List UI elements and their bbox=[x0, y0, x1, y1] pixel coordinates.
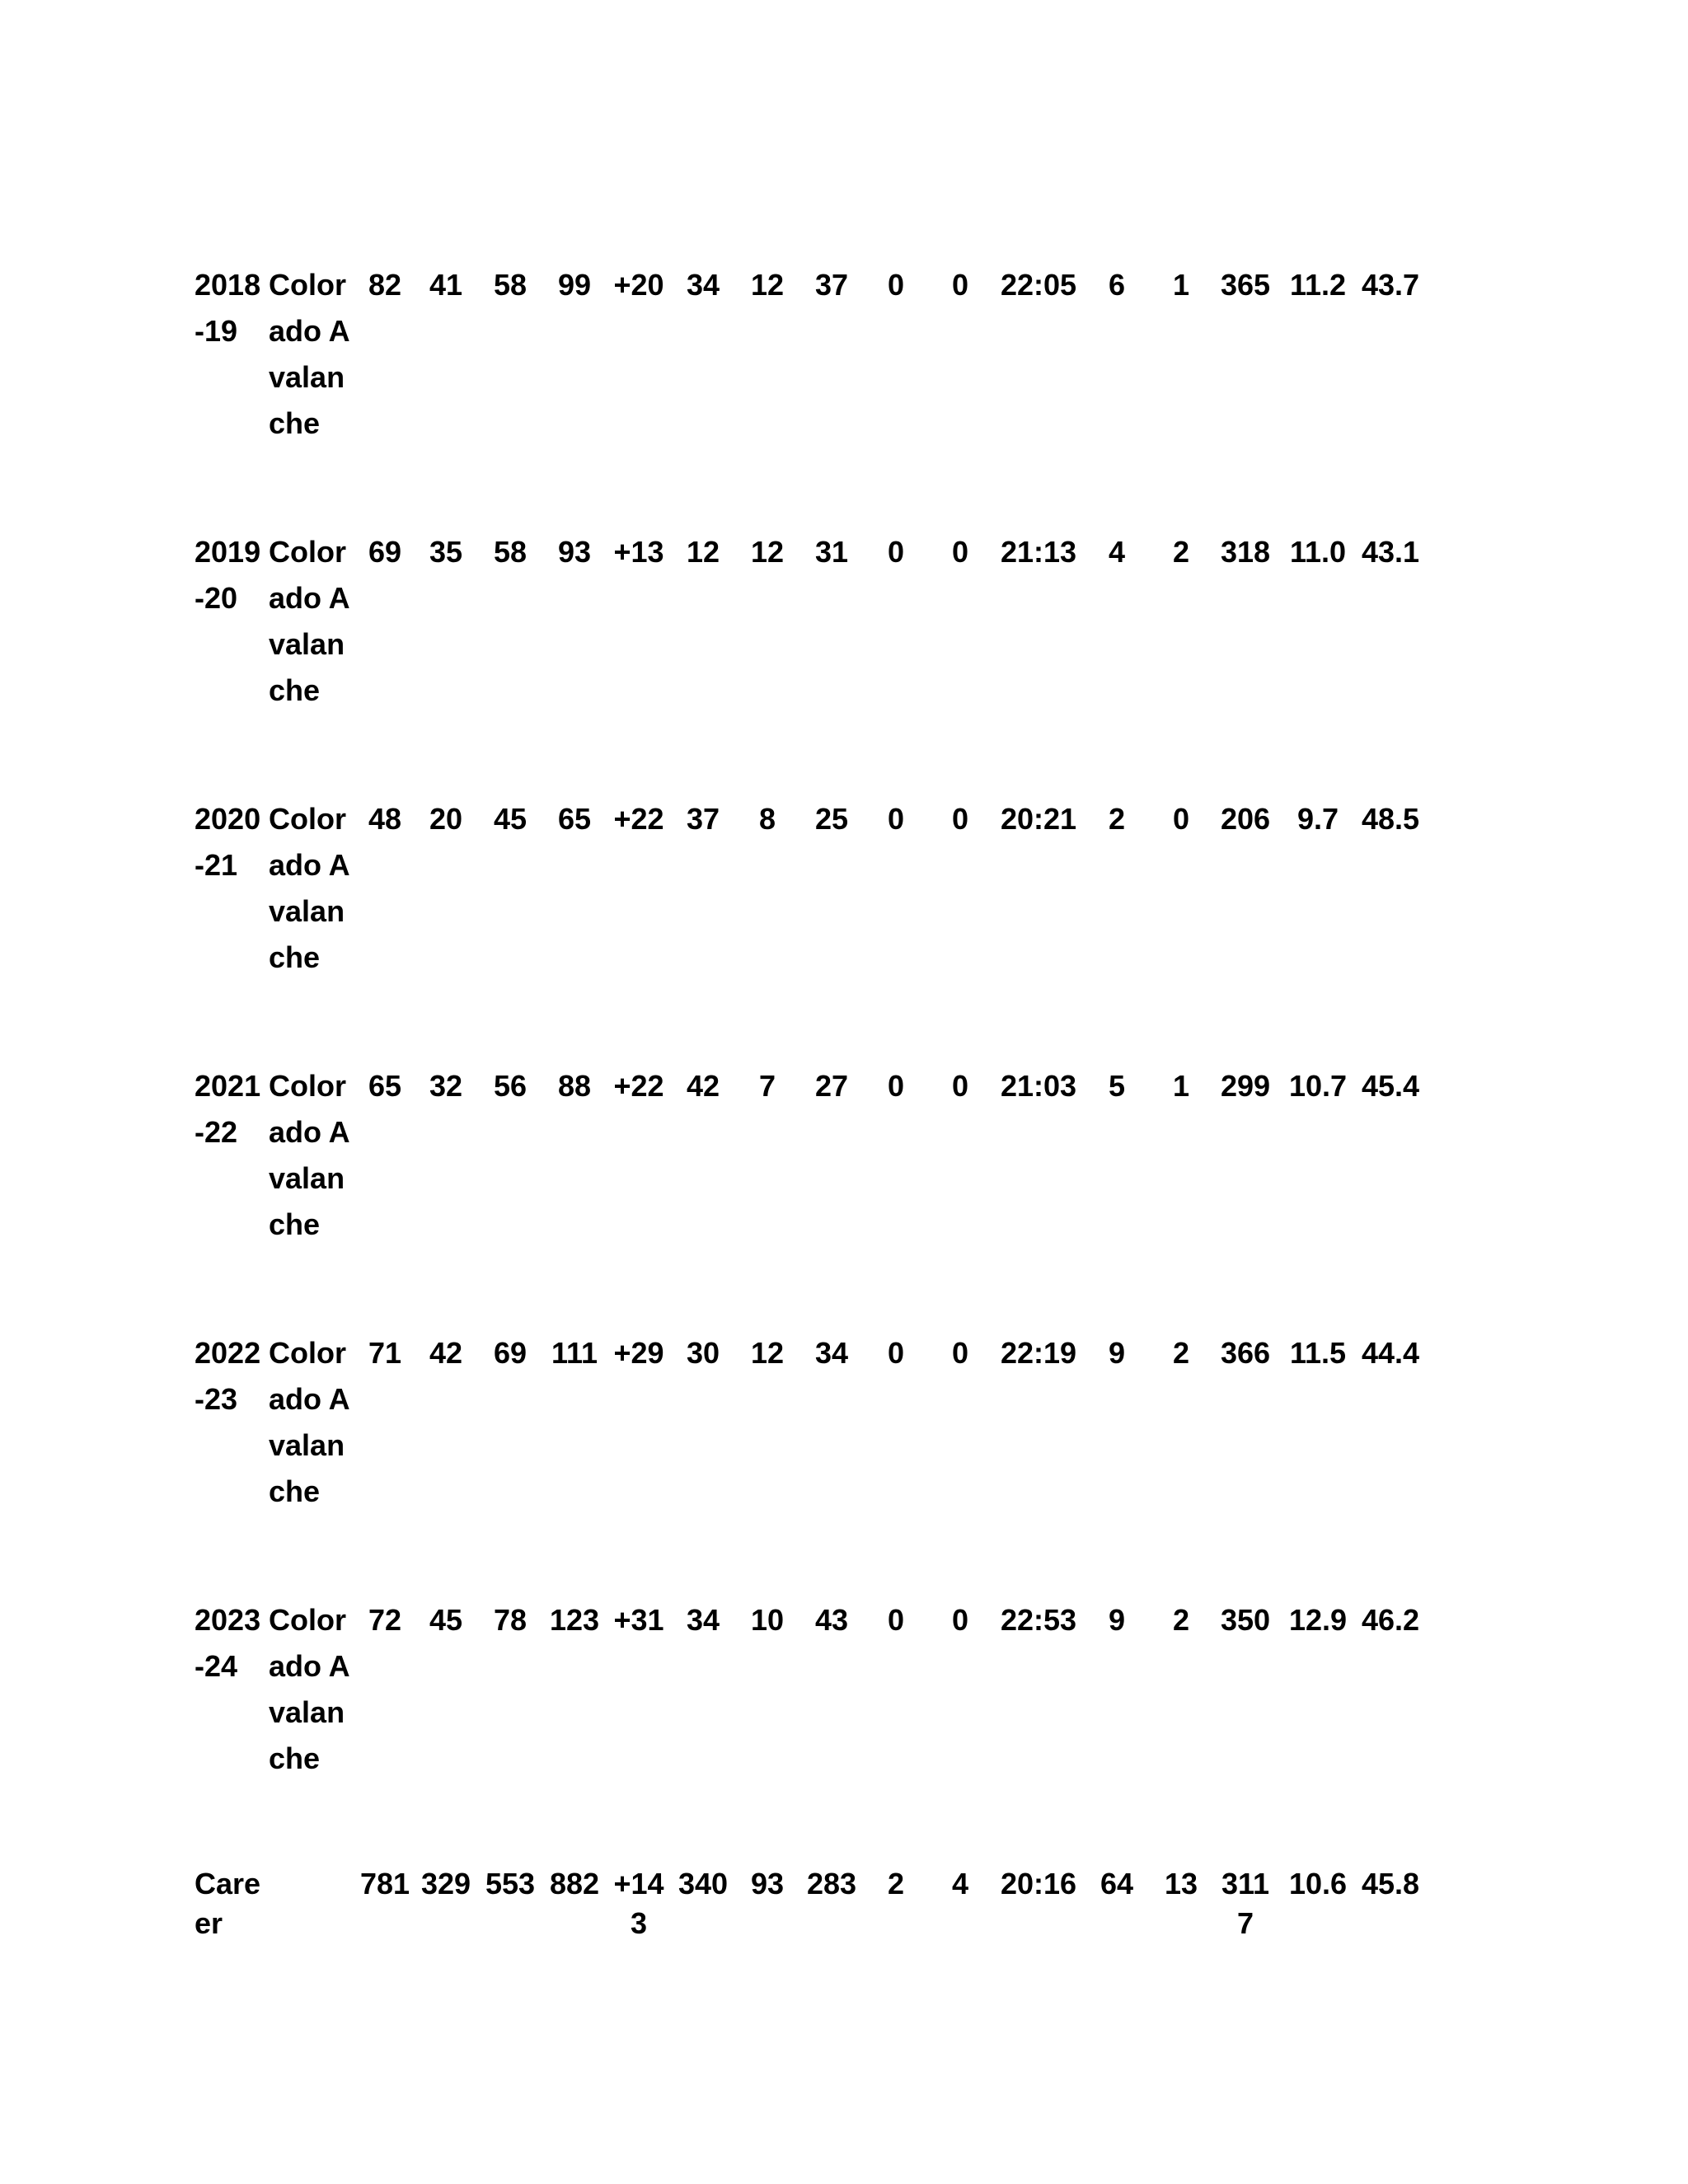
stat-cell: 11.2 bbox=[1289, 268, 1347, 302]
stat-cell: 10 bbox=[750, 1603, 785, 1637]
stats-table bbox=[195, 262, 1423, 1943]
stat-cell: 21:03 bbox=[1000, 1069, 1077, 1103]
stat-cell: 42 bbox=[686, 1069, 720, 1103]
stat-cell: +20 bbox=[613, 268, 664, 302]
stat-cell: 25 bbox=[814, 802, 849, 836]
stat-cell: 41 bbox=[429, 268, 463, 302]
stat-cell: 366 bbox=[1220, 1336, 1271, 1370]
stat-cell: 43.1 bbox=[1361, 535, 1420, 569]
stat-cell: +22 bbox=[613, 1069, 664, 1103]
stat-cell: 21:13 bbox=[1000, 535, 1077, 569]
stat-cell: 111 bbox=[551, 1336, 598, 1370]
stat-cell: 2 bbox=[1172, 1336, 1190, 1370]
team-cell: Colorado Avalanche bbox=[269, 1069, 350, 1241]
table-row bbox=[195, 1330, 1423, 1597]
stat-cell: 1 bbox=[1172, 268, 1190, 302]
stat-cell: 37 bbox=[814, 268, 849, 302]
team-cell: Colorado Avalanche bbox=[269, 1603, 350, 1775]
stat-cell: 1 bbox=[1172, 1069, 1190, 1103]
season-cell: 2018-19 bbox=[195, 268, 261, 348]
stat-cell: 12 bbox=[750, 268, 785, 302]
team-cell: Colorado Avalanche bbox=[269, 1336, 350, 1508]
stat-cell: 206 bbox=[1220, 802, 1271, 836]
stat-cell: 5 bbox=[1108, 1069, 1126, 1103]
stat-cell: 12.9 bbox=[1288, 1603, 1348, 1637]
stat-cell: 34 bbox=[686, 268, 720, 302]
stat-cell: 13 bbox=[1164, 1867, 1198, 1900]
team-cell: Colorado Avalanche bbox=[269, 802, 350, 974]
stat-cell: 44.4 bbox=[1361, 1336, 1420, 1370]
stat-cell: 4 bbox=[1108, 535, 1126, 569]
stat-cell: 48.5 bbox=[1361, 802, 1420, 836]
stat-cell: 69 bbox=[368, 535, 402, 569]
stat-cell: 9 bbox=[1108, 1603, 1126, 1637]
stat-cell: 0 bbox=[887, 1069, 905, 1103]
stat-cell: 340 bbox=[678, 1867, 729, 1900]
stat-cell: 58 bbox=[493, 268, 528, 302]
stat-cell: 299 bbox=[1220, 1069, 1271, 1103]
stat-cell: 318 bbox=[1220, 535, 1271, 569]
stat-cell: +143 bbox=[613, 1867, 664, 1940]
stat-cell: 31 bbox=[814, 535, 849, 569]
stat-cell: 65 bbox=[368, 1069, 402, 1103]
stat-cell: 12 bbox=[750, 535, 785, 569]
stat-cell: 11.0 bbox=[1289, 535, 1347, 569]
stat-cell: 0 bbox=[1172, 802, 1190, 836]
stat-cell: 45 bbox=[429, 1603, 463, 1637]
stat-cell: 43.7 bbox=[1361, 268, 1420, 302]
stat-cell: 0 bbox=[887, 1336, 905, 1370]
stat-cell: 22:19 bbox=[1000, 1336, 1077, 1370]
stat-cell: 69 bbox=[493, 1336, 528, 1370]
stat-cell: +13 bbox=[613, 535, 664, 569]
stat-cell: 88 bbox=[557, 1069, 592, 1103]
stat-cell: 35 bbox=[429, 535, 463, 569]
stat-cell: 0 bbox=[951, 802, 969, 836]
career-row bbox=[195, 1864, 1423, 1943]
stat-cell: 20 bbox=[429, 802, 463, 836]
stat-cell: 2 bbox=[1108, 802, 1126, 836]
stat-cell: 22:53 bbox=[1000, 1603, 1077, 1637]
stat-cell: 2 bbox=[1172, 1603, 1190, 1637]
stat-cell: 43 bbox=[814, 1603, 849, 1637]
stat-cell: 283 bbox=[806, 1867, 857, 1900]
table-row bbox=[195, 1597, 1423, 1864]
season-cell: 2022-23 bbox=[195, 1336, 261, 1416]
stat-cell: 45.4 bbox=[1361, 1069, 1420, 1103]
stat-cell: 329 bbox=[420, 1867, 471, 1900]
season-cell: Career bbox=[195, 1867, 261, 1940]
stat-cell: 65 bbox=[557, 802, 592, 836]
stat-cell: 58 bbox=[493, 535, 528, 569]
stat-cell: +31 bbox=[613, 1603, 664, 1637]
stat-cell: 350 bbox=[1220, 1603, 1271, 1637]
stat-cell: 0 bbox=[951, 1336, 969, 1370]
stat-cell: 553 bbox=[485, 1867, 536, 1900]
stat-cell: 10.7 bbox=[1288, 1069, 1348, 1103]
stat-cell: 0 bbox=[951, 535, 969, 569]
season-cell: 2020-21 bbox=[195, 802, 261, 882]
table-row bbox=[195, 796, 1423, 1063]
stat-cell: +22 bbox=[613, 802, 664, 836]
stat-cell: 0 bbox=[887, 535, 905, 569]
stat-cell: 365 bbox=[1220, 268, 1271, 302]
stat-cell: 0 bbox=[951, 1603, 969, 1637]
stat-cell: 34 bbox=[686, 1603, 720, 1637]
stat-cell: 2 bbox=[1172, 535, 1190, 569]
stat-cell: 9.7 bbox=[1296, 802, 1339, 836]
stat-cell: 72 bbox=[368, 1603, 402, 1637]
stat-cell: 10.6 bbox=[1288, 1867, 1348, 1900]
stat-cell: 781 bbox=[359, 1867, 410, 1900]
stat-cell: 42 bbox=[429, 1336, 463, 1370]
season-cell: 2019-20 bbox=[195, 535, 261, 615]
stat-cell: 30 bbox=[686, 1336, 720, 1370]
stat-cell: 0 bbox=[951, 268, 969, 302]
stat-cell: 34 bbox=[814, 1336, 849, 1370]
stat-cell: 12 bbox=[686, 535, 720, 569]
table-row bbox=[195, 262, 1423, 529]
stat-cell: 93 bbox=[557, 535, 592, 569]
stat-cell: 45 bbox=[493, 802, 528, 836]
stat-cell: 12 bbox=[750, 1336, 785, 1370]
stat-cell: 22:05 bbox=[1000, 268, 1077, 302]
table-row bbox=[195, 1063, 1423, 1330]
table-row bbox=[195, 529, 1423, 796]
season-cell: 2021-22 bbox=[195, 1069, 261, 1149]
stat-cell: 9 bbox=[1108, 1336, 1126, 1370]
stat-cell: 56 bbox=[493, 1069, 528, 1103]
stat-cell: 123 bbox=[549, 1603, 600, 1637]
stat-cell: 27 bbox=[814, 1069, 849, 1103]
season-cell: 2023-24 bbox=[195, 1603, 261, 1683]
stat-cell: 20:21 bbox=[1000, 802, 1077, 836]
stat-cell: 37 bbox=[686, 802, 720, 836]
stat-cell: 6 bbox=[1108, 268, 1126, 302]
stat-cell: 0 bbox=[887, 1603, 905, 1637]
stat-cell: +29 bbox=[613, 1336, 664, 1370]
stat-cell: 82 bbox=[368, 268, 402, 302]
team-cell bbox=[269, 1864, 356, 1943]
stat-cell: 64 bbox=[1100, 1867, 1134, 1900]
stat-cell: 32 bbox=[429, 1069, 463, 1103]
stat-cell: 4 bbox=[951, 1867, 969, 1900]
stat-cell: 20:16 bbox=[1000, 1867, 1077, 1900]
team-cell: Colorado Avalanche bbox=[269, 535, 350, 707]
stat-cell: 46.2 bbox=[1361, 1603, 1420, 1637]
stat-cell: 7 bbox=[758, 1069, 776, 1103]
team-cell: Colorado Avalanche bbox=[269, 268, 350, 440]
stat-cell: 11.5 bbox=[1289, 1336, 1347, 1370]
stats-table-body bbox=[195, 262, 1423, 1943]
stat-cell: 882 bbox=[549, 1867, 600, 1900]
stat-cell: 99 bbox=[557, 268, 592, 302]
stat-cell: 93 bbox=[750, 1867, 785, 1900]
stat-cell: 45.8 bbox=[1361, 1867, 1420, 1900]
stat-cell: 48 bbox=[368, 802, 402, 836]
stat-cell: 0 bbox=[887, 268, 905, 302]
stat-cell: 71 bbox=[368, 1336, 402, 1370]
stat-cell: 3117 bbox=[1221, 1867, 1270, 1940]
stat-cell: 8 bbox=[758, 802, 776, 836]
stat-cell: 2 bbox=[887, 1867, 905, 1900]
stat-cell: 0 bbox=[887, 802, 905, 836]
stat-cell: 0 bbox=[951, 1069, 969, 1103]
stat-cell: 78 bbox=[493, 1603, 528, 1637]
